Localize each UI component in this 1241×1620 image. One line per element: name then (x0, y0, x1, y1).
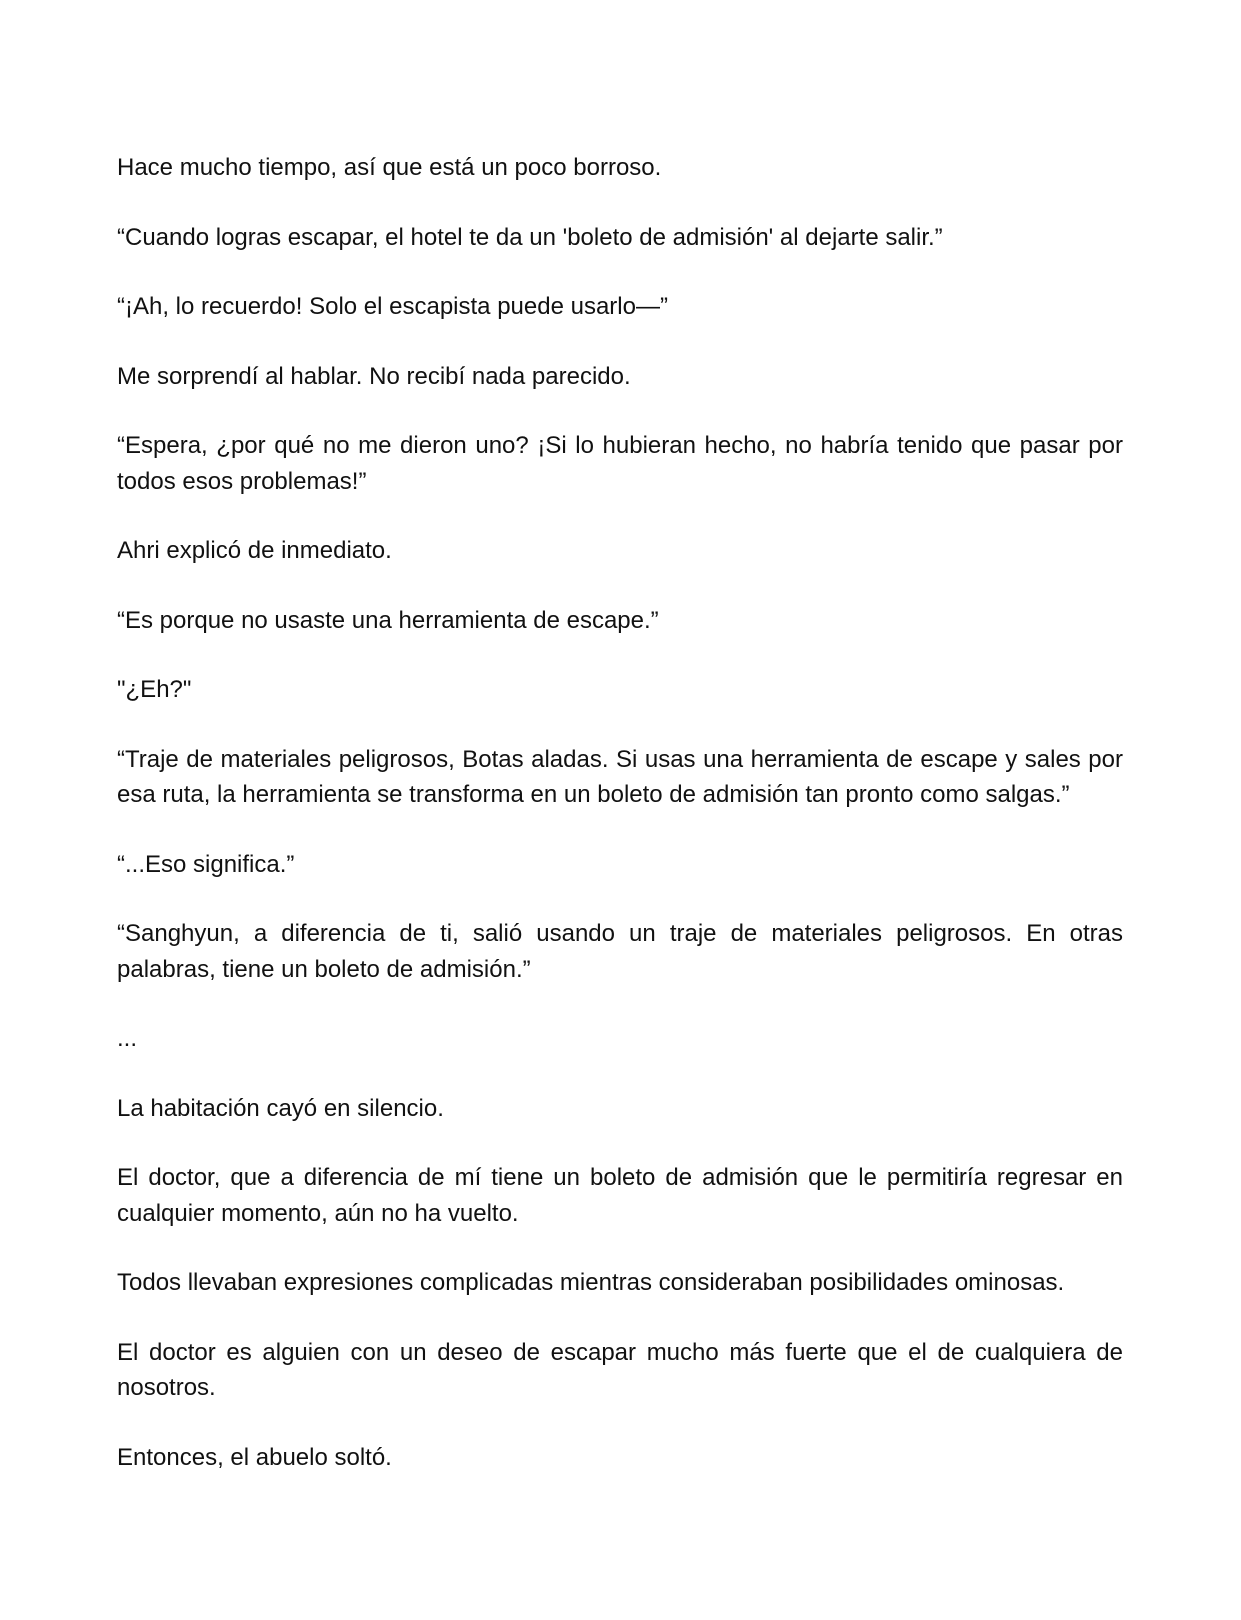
paragraph: “Sanghyun, a diferencia de ti, salió usando un traje de materiales peligrosos. En otras palabras, tiene un boleto de admisión.” (117, 920, 1123, 983)
paragraph: ... (117, 1025, 138, 1052)
paragraph: “Es porque no usaste una herramienta de escape.” (117, 606, 659, 634)
paragraph: Ahri explicó de inmediato. (117, 537, 392, 564)
paragraph: La habitación cayó en silencio. (117, 1094, 444, 1122)
paragraph: El doctor, que a diferencia de mí tiene un boleto de admisión que le permitiría regresar en cualquier momento, aún no ha vuelto. (117, 1164, 1123, 1227)
paragraph: "¿Eh?" (117, 676, 192, 703)
paragraph: Me sorprendí al hablar. No recibí nada parecido. (117, 362, 631, 390)
paragraph: Hace mucho tiempo, así que está un poco borroso. (117, 154, 662, 181)
paragraph: El doctor es alguien con un deseo de escapar mucho más fuerte que el de cualquiera de nosotros. (117, 1338, 1123, 1401)
paragraph: “Cuando logras escapar, el hotel te da un 'boleto de admisión' al dejarte salir.” (117, 223, 943, 251)
paragraph: “¡Ah, lo recuerdo! Solo el escapista puede usarlo—” (117, 293, 668, 320)
document-body (117, 150, 1123, 1509)
paragraph: “...Eso significa.” (117, 850, 295, 878)
paragraph: “Espera, ¿por qué no me dieron uno? ¡Si lo hubieran hecho, no habría tenido que pasar por todos esos problemas!” (117, 432, 1123, 495)
paragraph: Entonces, el abuelo soltó. (117, 1443, 392, 1471)
paragraph: Todos llevaban expresiones complicadas mientras consideraban posibilidades ominosas. (117, 1269, 1065, 1296)
paragraph: “Traje de materiales peligrosos, Botas aladas. Si usas una herramienta de escape y sales por esa ruta, la herramienta se transforma en un boleto de admisión tan pronto como salgas.” (117, 745, 1123, 808)
